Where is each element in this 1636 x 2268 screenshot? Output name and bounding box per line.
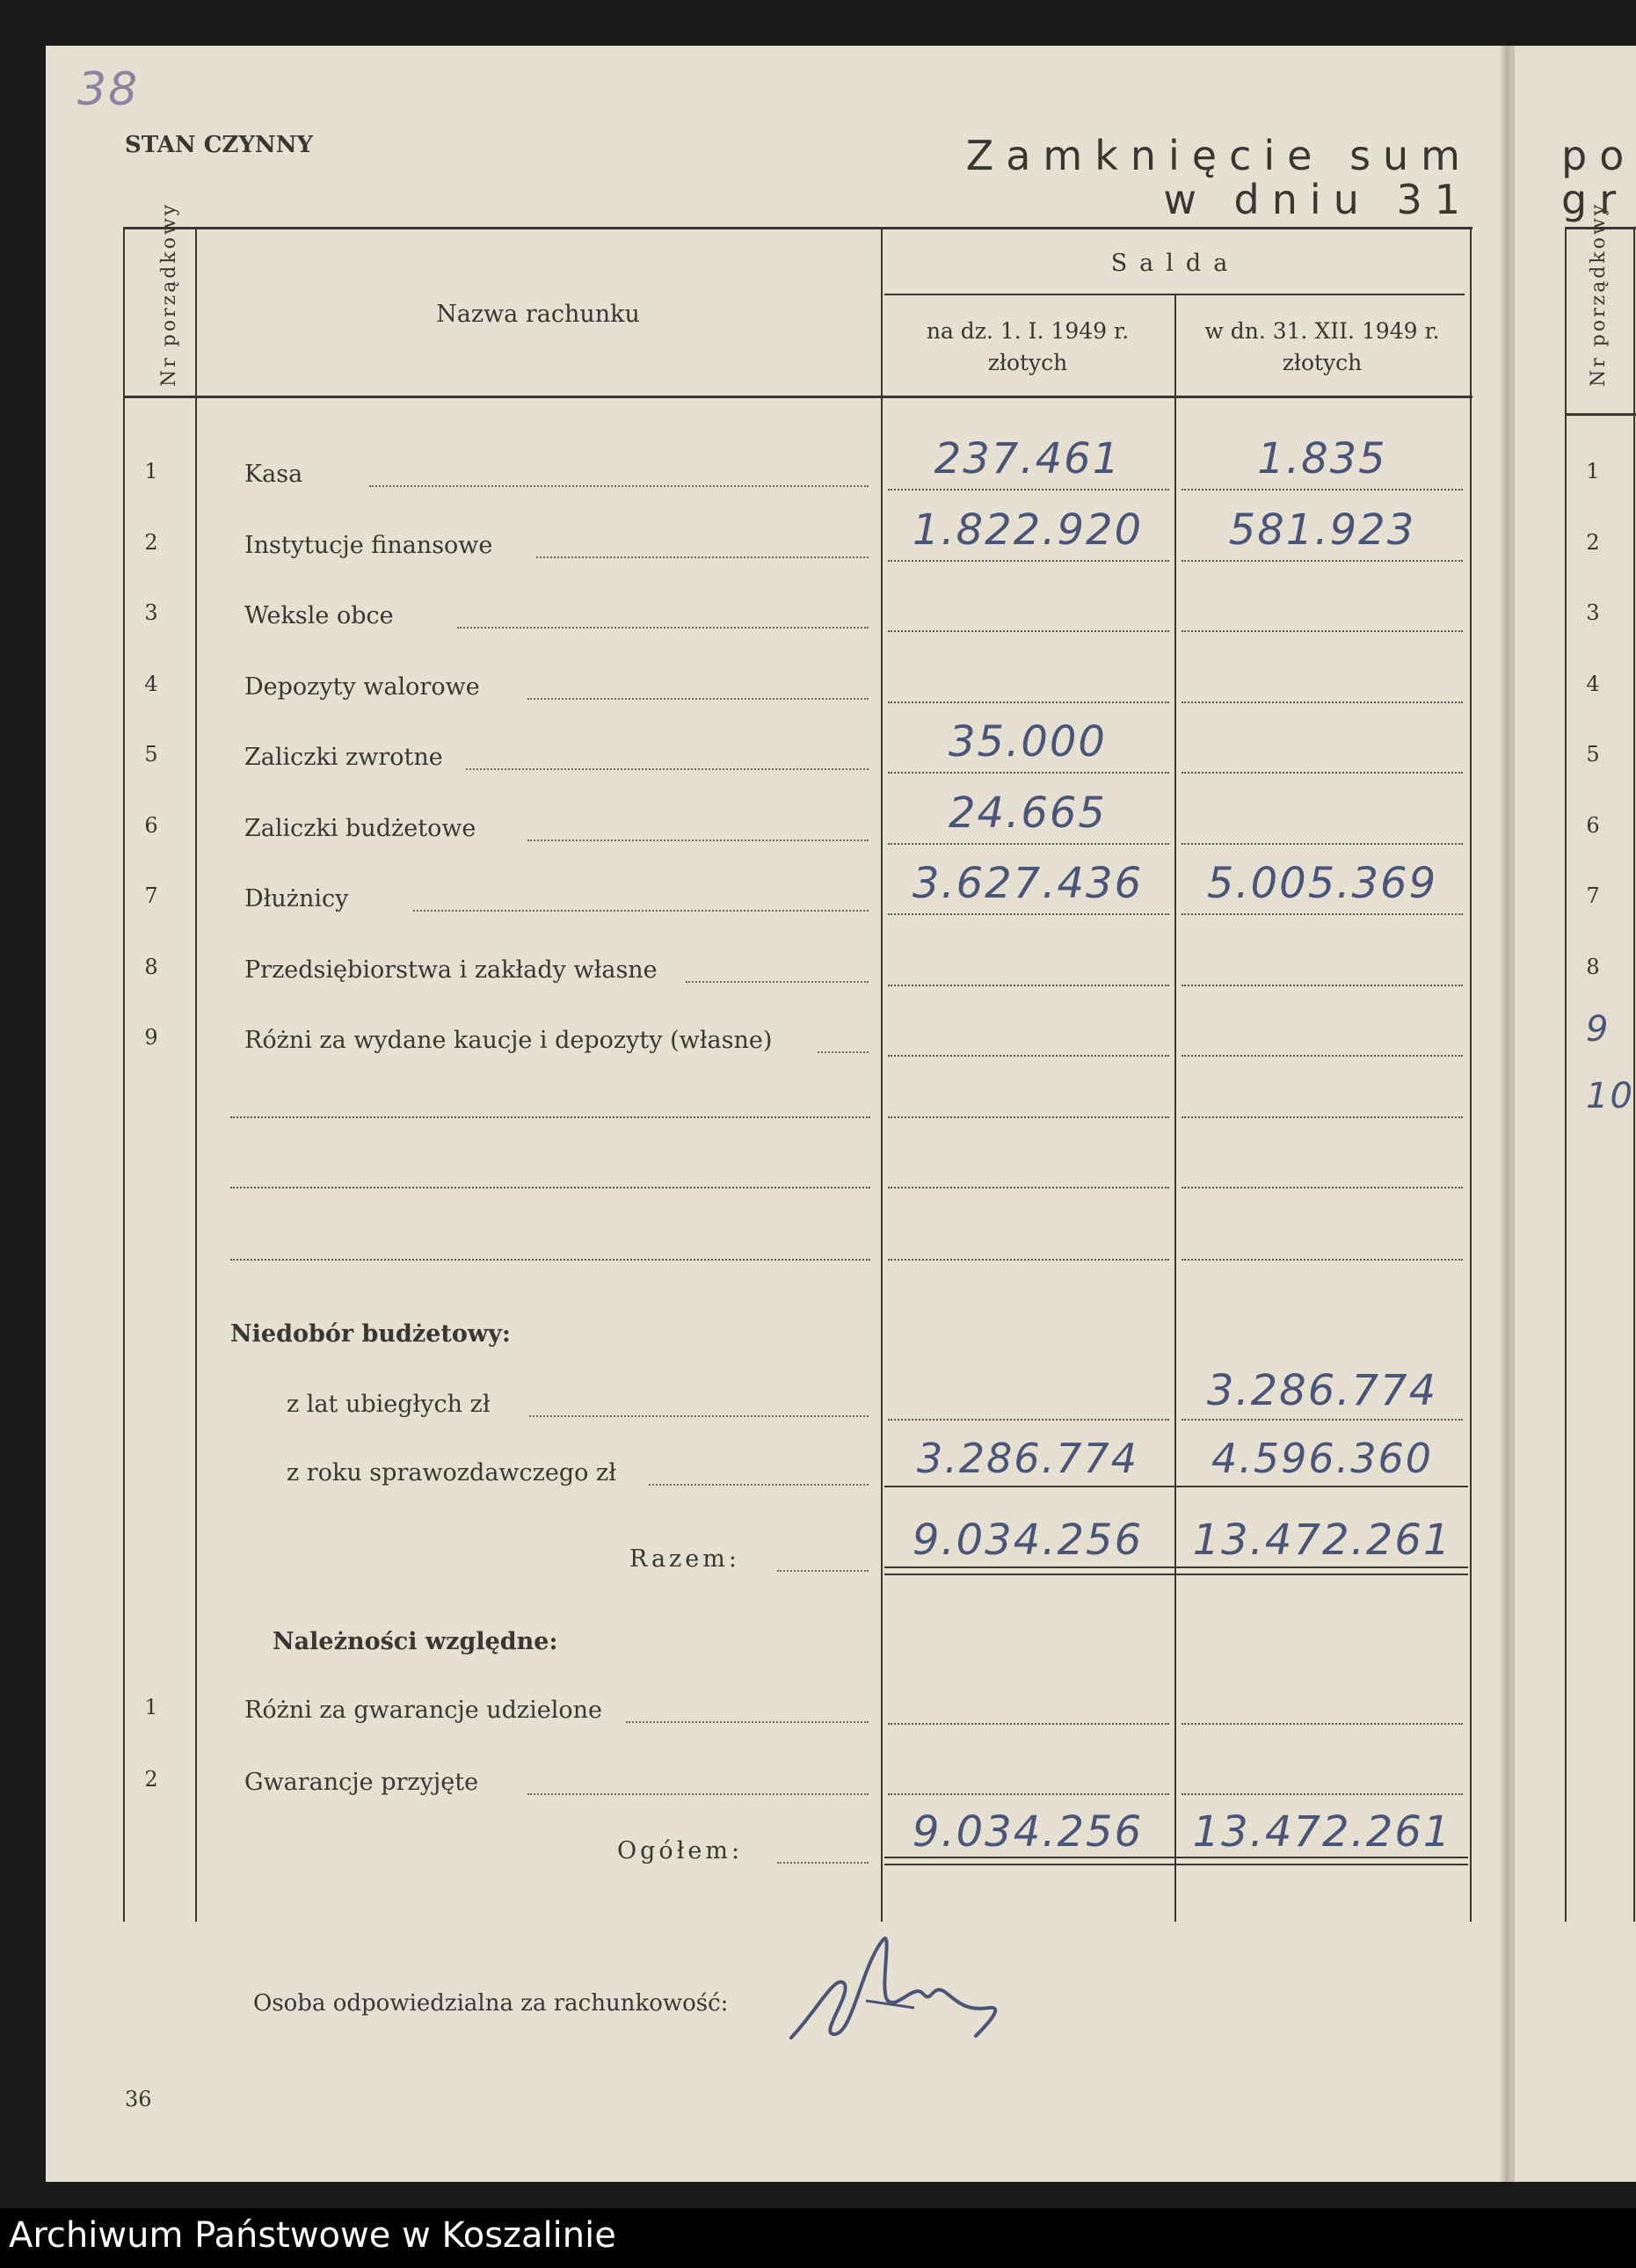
table-top-line xyxy=(123,227,1472,229)
right-row-number: 8 xyxy=(1586,955,1600,979)
cell-line xyxy=(1182,913,1463,915)
cell-line xyxy=(1182,1793,1463,1795)
leader-dots xyxy=(818,1051,869,1053)
cell-line xyxy=(888,1419,1169,1421)
cell-line xyxy=(888,1055,1169,1057)
ogolem-a: 9.034.256 xyxy=(912,1807,1144,1857)
leader-dots xyxy=(527,840,869,841)
row-number: 9 xyxy=(144,1025,158,1050)
cell-line xyxy=(888,560,1169,562)
blank-row-line xyxy=(230,1187,870,1189)
cell-line xyxy=(1182,1419,1463,1421)
row-name: Dłużnicy xyxy=(244,885,349,912)
cell-line xyxy=(1182,560,1463,562)
footer-text: Archiwum Państwowe w Koszalinie xyxy=(9,2215,616,2256)
signature-label: Osoba odpowiedzialna za rachunkowość: xyxy=(253,1990,729,2017)
cell-line xyxy=(888,913,1169,915)
leader-dots xyxy=(777,1862,869,1864)
right-row-number: 5 xyxy=(1586,742,1600,767)
col-b-header-1: w dn. 31. XII. 1949 r. xyxy=(1204,318,1440,344)
subtotal-line xyxy=(884,1486,1468,1487)
nr-col-line xyxy=(195,227,197,1922)
cell-line xyxy=(888,489,1169,491)
cell-line xyxy=(888,1793,1169,1795)
naleznosci-nr-1: 1 xyxy=(144,1695,158,1719)
right-title-1: po xyxy=(1561,132,1636,179)
row-number: 5 xyxy=(144,742,158,767)
right-hand-number: 10 xyxy=(1586,1076,1634,1116)
leader-dots xyxy=(527,698,869,700)
cell-line xyxy=(1182,1723,1463,1725)
col-nr-header: Nr porządkowy xyxy=(158,201,180,387)
niedobor-lat-label: z lat ubiegłych zł xyxy=(287,1391,491,1418)
row-number: 8 xyxy=(144,955,158,979)
cell-line xyxy=(888,985,1169,986)
cell-line xyxy=(1182,985,1463,986)
col-a-header-2: złotych xyxy=(987,350,1068,375)
row-number: 2 xyxy=(144,530,158,555)
col-b-header-2: złotych xyxy=(1282,350,1363,375)
signature xyxy=(782,1930,1011,2071)
row-value-b: 581.923 xyxy=(1228,505,1416,555)
header-bottom-line xyxy=(123,396,1472,398)
row-name: Depozyty walorowe xyxy=(244,673,480,701)
right-row-number: 4 xyxy=(1586,672,1600,696)
right-table-left xyxy=(1565,227,1567,1922)
leader-dots xyxy=(777,1570,869,1572)
niedobor-roku-a: 3.286.774 xyxy=(916,1435,1139,1482)
title-line2: w dniu 31 xyxy=(1163,176,1472,223)
razem-b: 13.472.261 xyxy=(1192,1516,1452,1565)
right-nr-col xyxy=(1633,227,1635,1922)
row-name: Różni za wydane kaucje i depozyty (własne) xyxy=(244,1027,773,1054)
row-value-b: 5.005.369 xyxy=(1206,859,1438,908)
ogolem-label: Ogółem: xyxy=(617,1837,744,1865)
salda-header: Salda xyxy=(1110,250,1240,277)
row-name: Instytucje finansowe xyxy=(244,532,493,559)
row-name: Weksle obce xyxy=(244,602,394,629)
table-right-line xyxy=(1470,227,1472,1922)
blank-row-line xyxy=(1182,1116,1463,1118)
razem-label: Razem: xyxy=(629,1545,740,1573)
niedobor-lat-b: 3.286.774 xyxy=(1206,1366,1438,1415)
row-name: Kasa xyxy=(244,461,303,488)
col-name-header: Nazwa rachunku xyxy=(436,301,640,328)
total-line xyxy=(884,1567,1468,1568)
cell-line xyxy=(1182,843,1463,845)
cell-line xyxy=(888,843,1169,845)
ogolem-b: 13.472.261 xyxy=(1192,1807,1452,1857)
row-value-a: 1.822.920 xyxy=(912,505,1144,555)
niedobor-heading: Niedobór budżetowy: xyxy=(230,1320,511,1348)
row-number: 3 xyxy=(144,600,158,625)
cell-line xyxy=(1182,630,1463,632)
right-header-bottom xyxy=(1565,413,1636,416)
right-row-number: 2 xyxy=(1586,530,1600,555)
row-number: 4 xyxy=(144,672,158,696)
row-name: Zaliczki budżetowe xyxy=(244,815,476,842)
cell-line xyxy=(1182,1055,1463,1057)
cell-line xyxy=(888,1723,1169,1725)
row-number: 1 xyxy=(144,459,158,483)
right-row-number: 3 xyxy=(1586,600,1600,625)
leader-dots xyxy=(369,485,869,487)
niedobor-roku-label: z roku sprawozdawczego zł xyxy=(287,1459,616,1487)
total-line xyxy=(884,1574,1468,1575)
blank-row-line xyxy=(1182,1259,1463,1261)
row-value-a: 24.665 xyxy=(949,789,1107,838)
cell-line xyxy=(1182,772,1463,774)
leader-dots xyxy=(466,768,869,770)
grand-total-line xyxy=(884,1864,1468,1865)
row-value-a: 35.000 xyxy=(949,717,1107,767)
page-mark: 38 xyxy=(77,63,140,116)
niedobor-roku-b: 4.596.360 xyxy=(1211,1435,1434,1482)
right-row-number: 7 xyxy=(1586,883,1600,908)
right-row-number: 1 xyxy=(1586,459,1600,483)
cell-line xyxy=(888,630,1169,632)
cell-line xyxy=(1182,701,1463,703)
leader-dots xyxy=(413,910,869,912)
row-number: 6 xyxy=(144,813,158,838)
blank-row-line xyxy=(888,1187,1169,1189)
row-value-a: 3.627.436 xyxy=(912,859,1144,908)
right-row-number: 6 xyxy=(1586,813,1600,838)
grand-total-line xyxy=(884,1857,1468,1858)
naleznosci-heading: Należności względne: xyxy=(273,1628,558,1655)
row-value-b: 1.835 xyxy=(1257,434,1387,483)
naleznosci-name-2: Gwarancje przyjęte xyxy=(244,1769,479,1796)
cell-line xyxy=(1182,489,1463,491)
right-title-2: gr xyxy=(1561,176,1629,223)
razem-a: 9.034.256 xyxy=(912,1516,1144,1565)
blank-row-line xyxy=(1182,1187,1463,1189)
page-number: 36 xyxy=(125,2087,152,2112)
col-a-header-1: na dz. 1. I. 1949 r. xyxy=(926,318,1130,344)
title-line1: Zamknięcie sum xyxy=(965,132,1472,179)
cell-line xyxy=(888,772,1169,774)
leader-dots xyxy=(626,1721,869,1723)
table-left-line xyxy=(123,227,125,1922)
row-name: Przedsiębiorstwa i zakłady własne xyxy=(244,956,658,984)
leader-dots xyxy=(649,1484,869,1486)
naleznosci-nr-2: 2 xyxy=(144,1767,158,1792)
stan-label: STAN CZYNNY xyxy=(125,132,314,158)
blank-row-line xyxy=(888,1116,1169,1118)
naleznosci-name-1: Różni za gwarancje udzielone xyxy=(244,1697,603,1724)
cell-line xyxy=(888,701,1169,703)
leader-dots xyxy=(529,1415,869,1417)
row-number: 7 xyxy=(144,883,158,908)
archive-footer xyxy=(0,2208,1636,2268)
blank-row-line xyxy=(888,1259,1169,1261)
leader-dots xyxy=(536,556,869,558)
row-value-a: 237.461 xyxy=(934,434,1122,483)
leader-dots xyxy=(527,1793,869,1795)
right-col-nr: Nr porządkowy xyxy=(1588,201,1610,387)
blank-row-line xyxy=(230,1259,870,1261)
right-hand-number: 9 xyxy=(1586,1009,1611,1050)
leader-dots xyxy=(457,627,869,629)
row-name: Zaliczki zwrotne xyxy=(244,744,443,771)
leader-dots xyxy=(686,981,869,983)
blank-row-line xyxy=(230,1116,870,1118)
